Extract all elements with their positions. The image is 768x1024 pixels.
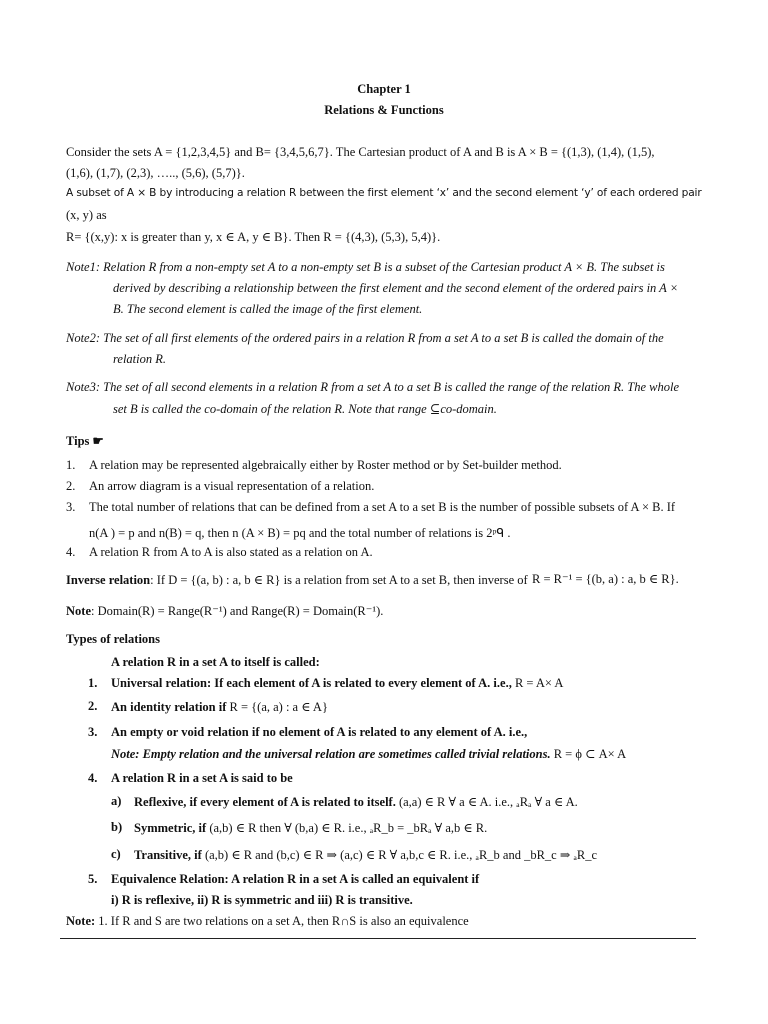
note1-line-3: B. The second element is called the image of the first element. [113,302,423,316]
inverse-relation-label: Inverse relation [66,573,151,587]
note2-line-2: relation R. [113,352,167,366]
intro-line-2: (1,6), (1,7), (2,3), ….., (5,6), (5,7)}. [66,166,245,180]
symmetric-formula: (a,b) ∈ R then ∀ (b,a) ∈ R. i.e., ₐR_b = _bRₐ ∀ a,b ∈ R. [209,821,488,835]
type-empty-text: An empty or void relation if no element of A is related to any element of A. i.e., [111,725,528,739]
transitive-label: Transitive, if [134,848,202,862]
intro-line-1: Consider the sets A = {1,2,3,4,5} and B= {3,4,5,6,7}. The Cartesian product of A and B is A × B = {(1,3), (1,4), (1,5), [66,145,655,159]
note3-line-1: Note3: The set of all second elements in a relation R from a set A to a set B is called the range of the relation R. The whole [66,380,680,394]
final-note-text: 1. If R and S are two relations on a set A, then R∩S is also an equivalence [95,914,469,928]
type-number: 4. [88,771,98,785]
chapter-label: Chapter 1 [357,82,411,96]
final-note [66,914,469,929]
type-identity [111,699,328,715]
tip-number: 1. [66,458,76,472]
symmetric-label: Symmetric, if [134,821,207,835]
note1-line-2: derived by describing a relationship between the first element and the second element of the ordered pairs in A × [113,281,679,295]
intro-line-3: A subset of A × B by introducing a relation R between the first element ‘x’ and the second element ‘y’ of each ordered pair [66,187,702,199]
type-properties-intro: A relation R in a set A is said to be [111,771,293,785]
types-heading: Types of relations [66,632,160,646]
tip-text: An arrow diagram is a visual representation of a relation. [89,479,375,493]
note2-line-1: Note2: The set of all first elements of the ordered pairs in a relation R from a set A to a set B is called the domain of the [66,331,664,345]
type-universal-text: Universal relation: If each element of A is related to every element of A. i.e., [111,676,512,690]
final-note-label: Note: [66,914,96,928]
sub-letter: b) [111,820,123,834]
type-empty-note-text: Note: Empty relation and the universal relation are sometimes called trivial relations. [111,747,551,761]
domain-range-note-text: : Domain(R) = Range(R⁻¹) and Range(R) = Domain(R⁻¹). [91,604,384,618]
tip-text: A relation may be represented algebraically either by Roster method or by Set-builder method. [89,458,562,472]
note3-line-2: set B is called the co-domain of the relation R. Note that range ⊆co-domain. [113,402,497,416]
tips-heading: Tips ☛ [66,434,104,448]
tip-number: 2. [66,479,76,493]
intro-line-5: R= {(x,y): x is greater than y, x ∈ A, y ∈ B}. Then R = {(4,3), (5,3), 5,4)}. [66,230,441,244]
reflexive-definition [134,794,578,810]
type-number: 5. [88,872,98,886]
type-number: 2. [88,699,98,713]
transitive-formula: (a,b) ∈ R and (b,c) ∈ R ⇒ (a,c) ∈ R ∀ a,b,c ∈ R. i.e., ₐR_b and _bR_c ⇒ ₐR_c [204,848,598,862]
inverse-relation-line [66,572,528,588]
transitive-definition [134,847,597,863]
type-number: 3. [88,725,98,739]
reflexive-label: Reflexive, if every element of A is related to itself. [134,795,396,809]
tip-number: 3. [66,500,76,514]
inverse-relation-formula: R = R⁻¹ = {(b, a) : a, b ∈ R}. [532,572,679,586]
reflexive-formula: (a,a) ∈ R ∀ a ∈ A. i.e., ₐRₐ ∀ a ∈ A. [398,795,578,809]
note1-line-1: Note1: Relation R from a non-empty set A to a non-empty set B is a subset of the Cartesian product A × B. The subset is [66,260,665,274]
type-universal [111,676,563,691]
type-universal-formula: R = A× A [514,676,564,690]
inverse-relation-text: : If D = {(a, b) : a, b ∈ R} is a relation from set A to a set B, then inverse of [150,573,528,587]
tip-text: A relation R from A to A is also stated as a relation on A. [89,545,373,559]
sub-letter: a) [111,794,122,808]
domain-range-note [66,603,383,619]
type-empty-note [111,746,626,762]
equivalence-conditions: i) R is reflexive, ii) R is symmetric and iii) R is transitive. [111,893,413,907]
type-number: 1. [88,676,98,690]
symmetric-definition [134,820,487,836]
footer-divider [60,938,696,939]
tip-text: The total number of relations that can be defined from a set A to a set B is the number of possible subsets of A × B. If [89,500,676,514]
type-empty-formula: R = ϕ ⊂ A× A [553,747,627,761]
tip-text: n(A ) = p and n(B) = q, then n (A × B) = pq and the total number of relations is 2ᵖᑫ . [89,526,511,540]
domain-range-note-label: Note [66,604,91,618]
type-identity-text: An identity relation if [111,700,227,714]
tip-number: 4. [66,545,76,559]
equivalence-relation-text: Equivalence Relation: A relation R in a set A is called an equivalent if [111,872,480,886]
type-identity-formula: R = {(a, a) : a ∈ A} [229,700,328,714]
sub-letter: c) [111,847,121,861]
intro-line-4: (x, y) as [66,208,107,222]
types-intro: A relation R in a set A to itself is called: [111,655,320,669]
page-title: Relations & Functions [324,103,444,117]
